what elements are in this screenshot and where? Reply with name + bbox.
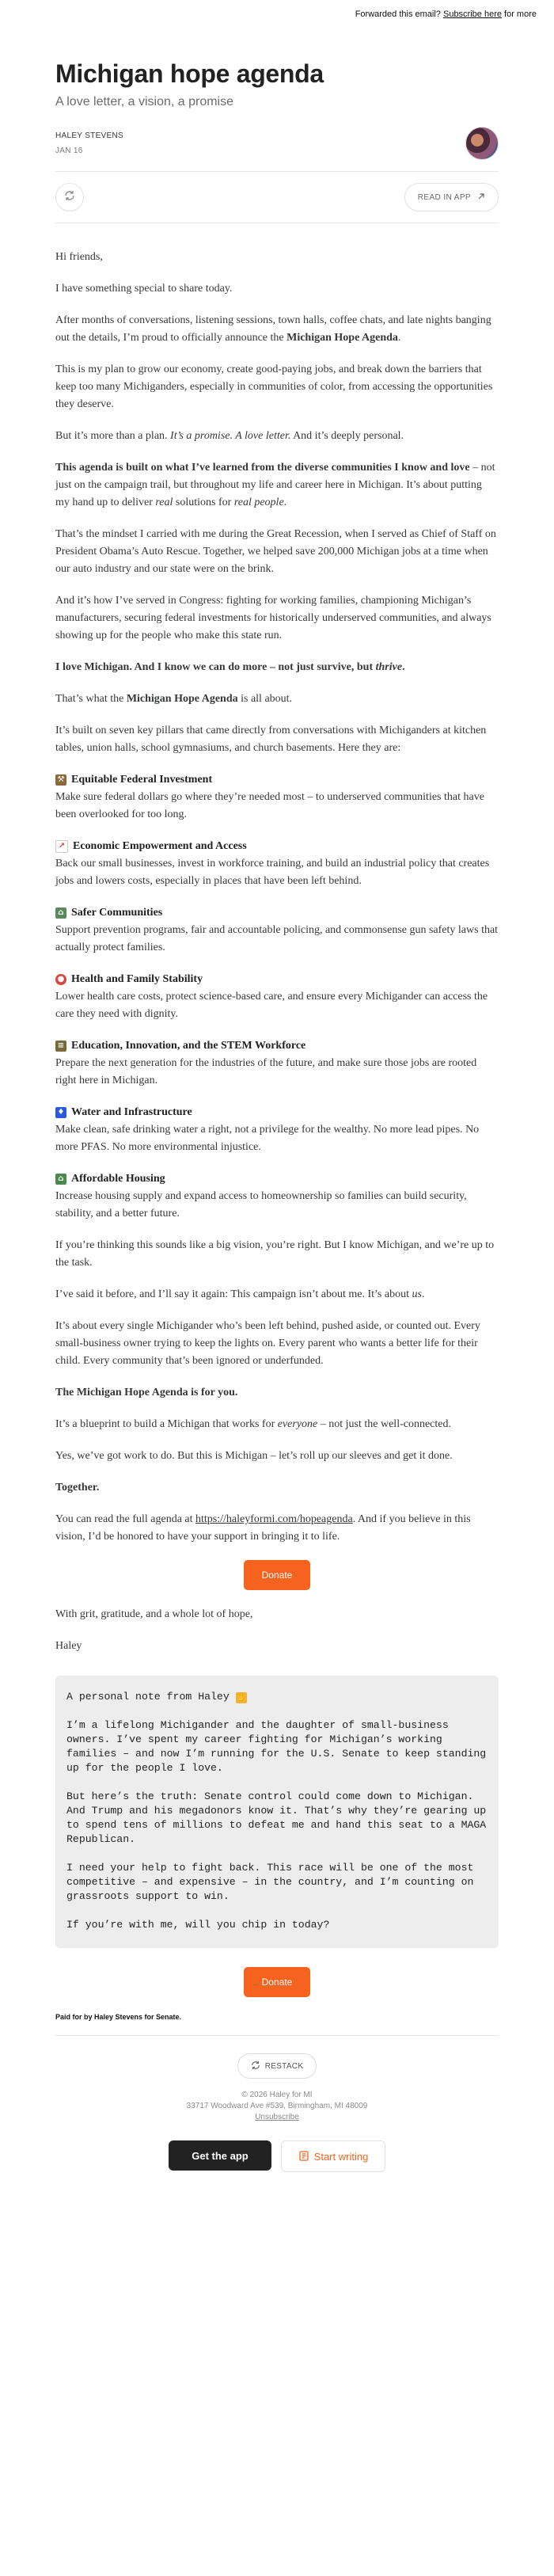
pillar-text: Increase housing supply and expand access to homeownership so families can build security, stability, and a better future. [55,1190,467,1220]
read-in-app-button[interactable] [404,183,499,211]
action-bar [55,172,499,223]
pillar-item [55,771,499,824]
pillar-item [55,971,499,1023]
donate-button[interactable]: Donate [244,1967,310,1997]
chart-increasing-emoji-icon: ↗ [55,840,68,853]
paragraph: You can read the full agenda at https://haleyformi.com/hopeagenda. And if you believe in this vision, I’d be honored to have your support in bringing it to life. [55,1513,471,1543]
pillar-title: Water and Infrastructure [71,1106,192,1118]
note-paragraph: I need your help to fight back. This race will be one of the most competitive – and expensive – in the country, and I’m counting on grassroots support to win. [66,1862,474,1902]
pencil-icon [298,2150,309,2163]
post-title: Michigan hope agenda [55,59,324,88]
pillar-text: Make clean, safe drinking water a right, not a privilege for the wealthy. No more lead pipes. No more PFAS. No more environmental injustice. [55,1124,480,1153]
paragraph: This is my plan to grow our economy, create good-paying jobs, and break down the barriers that keep too many Michiganders, especially in communities of color, from accessing the opportunities they deserve. [55,363,493,410]
paragraph: If you’re thinking this sounds like a big vision, you’re right. But I know Michigan, and we’re up to the task. [55,1239,495,1269]
paragraph: It’s built on seven key pillars that came directly from conversations with Michiganders at kitchen tables, union halls, school gymnasiums, and church basements. Here they are: [55,725,487,754]
pillar-text: Support prevention programs, fair and accountable policing, and commonsense gun safety laws that actually protect families. [55,924,499,953]
post-subtitle: A love letter, a vision, a promise [55,95,233,108]
hammer-pick-emoji-icon: ⚒ [55,774,66,786]
paragraph: This agenda is built on what I’ve learned from the diverse communities I know and love – not just on the campaign trail, but throughout my life and career here in Michigan. It’s about putting my hand up to deliver real solutions for real people. [55,462,495,508]
pillars-list [55,771,499,1223]
pillar-title: Affordable Housing [71,1173,165,1185]
pillar-title: Health and Family Stability [71,973,203,985]
paragraph: I have something special to share today. [55,283,233,295]
pillar-text: Lower health care costs, protect science-based care, and ensure every Michigander can access the care they need with dignity. [55,991,488,1020]
paragraph: Together. [55,1482,100,1493]
paragraph: I’ve said it before, and I’ll say it again: This campaign isn’t about me. It’s about us. [55,1288,425,1300]
pillar-text: Back our small businesses, invest in workforce training, and build an industrial policy that creates jobs and lowers costs, especially in places that have been left behind. [55,858,490,887]
post-meta [55,127,499,160]
restack-icon [64,190,75,205]
paid-for-disclaimer: Paid for by Haley Stevens for Senate. [55,2013,182,2021]
get-app-button[interactable]: Get the app [169,2140,271,2171]
avatar[interactable] [465,127,499,160]
donate-row [55,1560,499,1590]
paragraph: That’s the mindset I carried with me during the Great Recession, when I served as Chief of Staff on President Obama’s Auto Rescue. Together, we helped save 200,000 Michigan jobs at a time when our auto industry and our state were on the brink. [55,528,496,575]
note-paragraph: If you’re with me, will you chip in today? [66,1919,330,1931]
author-name[interactable]: HALEY STEVENS [55,131,123,140]
arrow-up-right-icon [477,192,485,203]
pillar-item [55,1104,499,1156]
waving-hand-emoji-icon: ✋ [236,1693,246,1702]
unsubscribe-link[interactable]: Unsubscribe [255,2113,299,2121]
forward-banner [0,0,554,22]
forward-prefix: Forwarded this email? [355,10,443,19]
paragraph: But it’s more than a plan. It’s a promise. A love letter. And it’s deeply personal. [55,430,404,442]
pillar-item [55,1037,499,1090]
signoff: With grit, gratitude, and a whole lot of hope, [55,1608,253,1620]
post-body [55,249,499,1655]
post-date: JAN 16 [55,146,83,155]
address: 33717 Woodward Ave #539, Birmingham, MI 48009 [186,2102,368,2110]
paragraph: It’s a blueprint to build a Michigan that works for everyone – not just the well-connected. [55,1418,451,1430]
restack-icon [251,2060,260,2072]
paragraph: The Michigan Hope Agenda is for you. [55,1387,238,1398]
paragraph: It’s about every single Michigander who’s been left behind, pushed aside, or counted out. Every small-business owner trying to keep the lights on. Every parent who wants a better life for their child. Every community that’s been ignored or underfunded. [55,1320,480,1367]
restack-row [55,2053,499,2079]
pillar-text: Prepare the next generation for the industries of the future, and make sure those jobs are rooted right here in Michigan. [55,1057,477,1086]
greeting: Hi friends, [55,251,103,263]
potable-water-emoji-icon: ♦ [55,1107,66,1118]
pillar-title: Equitable Federal Investment [71,774,213,786]
start-writing-button[interactable] [281,2140,385,2172]
start-writing-label: Start writing [313,2150,369,2163]
paragraph: That’s what the Michigan Hope Agenda is all about. [55,693,293,705]
paragraph: I love Michigan. And I know we can do more – not just survive, but thrive. [55,661,405,673]
divider [55,2035,499,2036]
paragraph: Yes, we’ve got work to do. But this is Michigan – let’s roll up our sleeves and get it done. [55,1450,453,1462]
forward-suffix: for more [501,10,537,19]
footer-info [55,2090,499,2123]
personal-note [55,1676,499,1948]
post-container [55,59,499,2188]
pillar-title: Safer Communities [71,907,163,919]
restack-pill-button[interactable] [237,2053,317,2079]
app-cta-row [55,2140,499,2188]
donate-button[interactable]: Donate [244,1560,310,1590]
agenda-link[interactable]: https://haleyformi.com/hopeagenda [195,1513,353,1525]
pillar-item [55,904,499,957]
pillar-item [55,838,499,890]
house-emoji-icon: ⌂ [55,907,66,919]
note-paragraph: I’m a lifelong Michigander and the daughter of small-business owners. I’ve spent my career fighting for Michigan’s working families – and now I’m running for the U.S. Senate to keep standing up for the people I love. [66,1719,487,1774]
note-heading: A personal note from Haley ✋ [66,1691,246,1703]
pillar-item [55,1170,499,1223]
paragraph: And it’s how I’ve served in Congress: fighting for working families, championing Michigan’s manufacturers, securing federal investments for historically underserved communities, and always showing up for the people who make this state run. [55,595,491,641]
signature: Haley [55,1640,82,1652]
restack-button[interactable] [55,183,84,211]
pill-emoji-icon: ● [55,974,66,985]
pillar-title: Economic Empowerment and Access [73,840,247,852]
note-paragraph: But here’s the truth: Senate control could come down to Michigan. And Trump and his megadonors know it. That’s why they’re gearing up to spend tens of millions to defeat me and hand this seat to a MAGA Republican. [66,1790,487,1845]
house-garden-emoji-icon: ⌂ [55,1174,66,1185]
paragraph: After months of conversations, listening sessions, town halls, coffee chats, and late nights banging out the details, I’m proud to officially announce the Michigan Hope Agenda. [55,314,491,344]
pillar-text: Make sure federal dollars go where they’re needed most – to underserved communities that have been overlooked for too long. [55,791,484,820]
subscribe-link[interactable]: Subscribe here [442,10,502,19]
donate-row [55,1967,499,1997]
books-emoji-icon: ≡ [55,1041,66,1052]
read-in-app-label: READ IN APP [417,192,471,202]
copyright: © 2026 Haley for MI [241,2091,313,2099]
pillar-title: Education, Innovation, and the STEM Workforce [71,1040,306,1052]
restack-label: RESTACK [264,2061,304,2071]
